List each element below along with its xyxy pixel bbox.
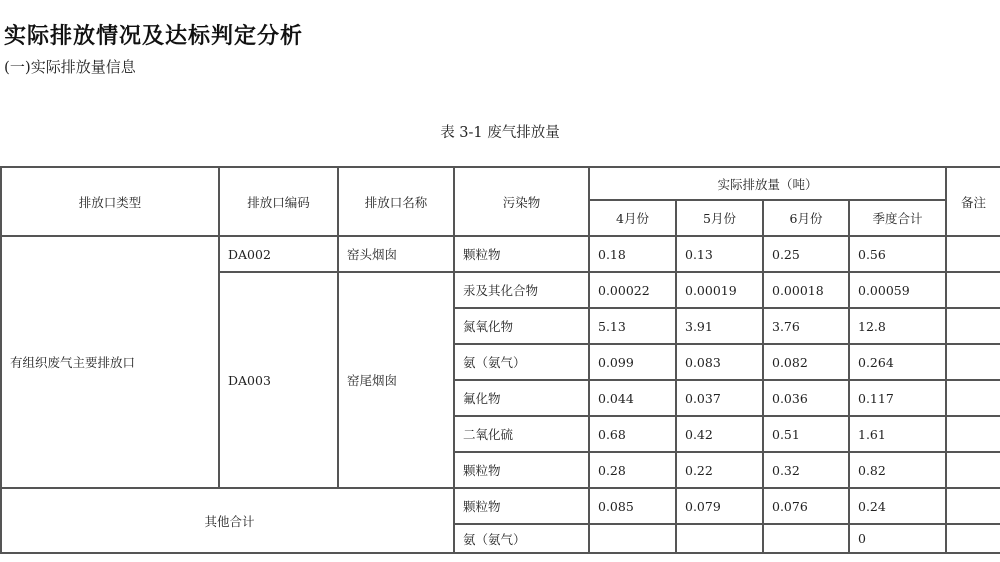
cell-april-value: 0.68 <box>589 416 676 452</box>
emissions-table <box>0 166 1000 554</box>
cell-quarter-total-value: 0.00059 <box>849 272 946 308</box>
cell-pollutant: 汞及其化合物 <box>454 272 589 308</box>
header-remark: 备注 <box>946 167 1000 236</box>
cell-pollutant: 颗粒物 <box>454 488 589 524</box>
cell-april-value: 0.044 <box>589 380 676 416</box>
cell-may-value: 0.42 <box>676 416 763 452</box>
cell-pollutant: 颗粒物 <box>454 452 589 488</box>
cell-quarter-total-value: 0.82 <box>849 452 946 488</box>
table-row <box>1 488 1000 524</box>
cell-june-value: 0.32 <box>763 452 849 488</box>
header-outlet-code: 排放口编码 <box>219 167 338 236</box>
cell-april-value: 5.13 <box>589 308 676 344</box>
table-caption: 表 3-1 废气排放量 <box>440 125 560 141</box>
cell-quarter-total-value: 0.117 <box>849 380 946 416</box>
cell-remark <box>946 344 1000 380</box>
cell-april-value: 0.00022 <box>589 272 676 308</box>
cell-outlet-code-da003: DA003 <box>219 272 338 488</box>
section-subtitle: (一)实际排放量信息 <box>4 58 136 76</box>
cell-outlet-code-da002: DA002 <box>219 236 338 272</box>
cell-may-value: 0.079 <box>676 488 763 524</box>
header-outlet-type: 排放口类型 <box>1 167 219 236</box>
cell-june-value: 3.76 <box>763 308 849 344</box>
cell-quarter-total-value: 0 <box>849 524 946 553</box>
cell-remark <box>946 236 1000 272</box>
cell-outlet-name-kiln-tail: 窑尾烟囱 <box>338 272 454 488</box>
cell-pollutant: 二氧化硫 <box>454 416 589 452</box>
cell-may-value: 0.037 <box>676 380 763 416</box>
cell-june-value: 0.082 <box>763 344 849 380</box>
cell-remark <box>946 272 1000 308</box>
cell-remark <box>946 380 1000 416</box>
cell-may-value: 0.083 <box>676 344 763 380</box>
header-pollutant: 污染物 <box>454 167 589 236</box>
cell-june-value <box>763 524 849 553</box>
cell-quarter-total-value: 1.61 <box>849 416 946 452</box>
cell-april-value: 0.18 <box>589 236 676 272</box>
table-row <box>1 236 1000 272</box>
header-actual-emission: 实际排放量（吨） <box>589 167 946 200</box>
cell-april-value: 0.085 <box>589 488 676 524</box>
cell-remark <box>946 488 1000 524</box>
cell-pollutant: 氟化物 <box>454 380 589 416</box>
header-quarter-total: 季度合计 <box>849 200 946 236</box>
cell-remark <box>946 416 1000 452</box>
cell-outlet-name-kiln-head: 窑头烟囱 <box>338 236 454 272</box>
cell-june-value: 0.00018 <box>763 272 849 308</box>
cell-june-value: 0.036 <box>763 380 849 416</box>
cell-outlet-type-organized: 有组织废气主要排放口 <box>1 236 219 488</box>
cell-may-value: 0.13 <box>676 236 763 272</box>
header-april: 4月份 <box>589 200 676 236</box>
cell-remark <box>946 308 1000 344</box>
cell-quarter-total-value: 0.56 <box>849 236 946 272</box>
cell-may-value <box>676 524 763 553</box>
page-title: 实际排放情况及达标判定分析 <box>4 22 304 49</box>
header-june: 6月份 <box>763 200 849 236</box>
cell-april-value: 0.28 <box>589 452 676 488</box>
cell-pollutant: 氨（氨气） <box>454 344 589 380</box>
cell-quarter-total-value: 0.264 <box>849 344 946 380</box>
cell-remark <box>946 452 1000 488</box>
cell-april-value <box>589 524 676 553</box>
cell-june-value: 0.51 <box>763 416 849 452</box>
header-outlet-name: 排放口名称 <box>338 167 454 236</box>
cell-june-value: 0.076 <box>763 488 849 524</box>
cell-quarter-total-value: 12.8 <box>849 308 946 344</box>
cell-pollutant: 氨（氨气） <box>454 524 589 553</box>
cell-others-total: 其他合计 <box>1 488 454 553</box>
cell-april-value: 0.099 <box>589 344 676 380</box>
cell-may-value: 0.00019 <box>676 272 763 308</box>
cell-pollutant: 氮氧化物 <box>454 308 589 344</box>
table-header-row-1 <box>1 167 1000 200</box>
cell-may-value: 3.91 <box>676 308 763 344</box>
header-may: 5月份 <box>676 200 763 236</box>
cell-remark <box>946 524 1000 553</box>
cell-may-value: 0.22 <box>676 452 763 488</box>
cell-pollutant: 颗粒物 <box>454 236 589 272</box>
cell-quarter-total-value: 0.24 <box>849 488 946 524</box>
cell-june-value: 0.25 <box>763 236 849 272</box>
